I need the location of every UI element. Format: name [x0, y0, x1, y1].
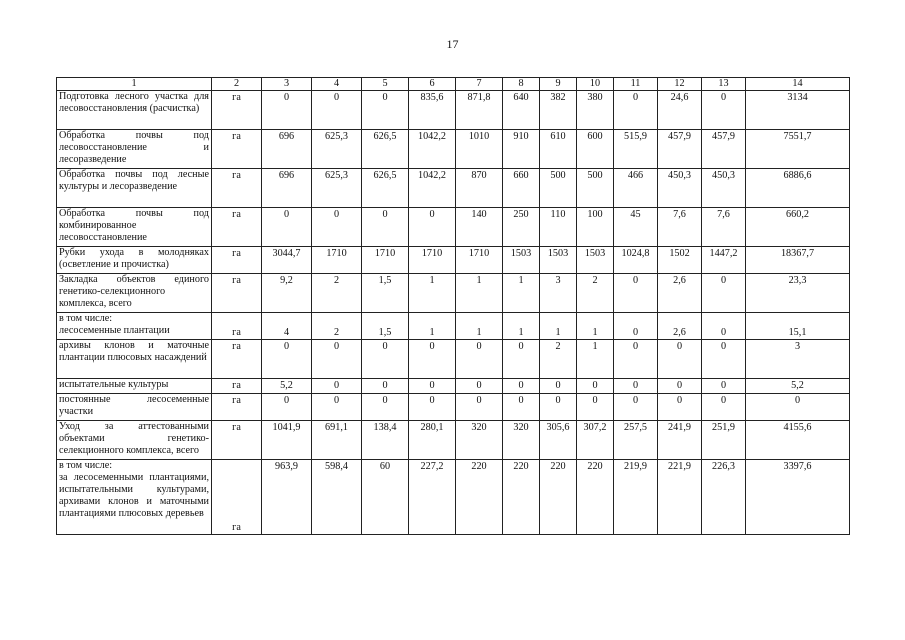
header-cell: 1 [57, 78, 212, 91]
row-label-cell [57, 394, 212, 421]
value-cell: 0 [614, 313, 658, 340]
value-cell: 1710 [409, 247, 456, 274]
value-cell: 3044,7 [262, 247, 312, 274]
value-cell: 1710 [456, 247, 503, 274]
value-cell: 18367,7 [746, 247, 850, 274]
value-cell: 0 [658, 379, 702, 394]
value-cell: 1502 [658, 247, 702, 274]
value-cell: 963,9 [262, 460, 312, 535]
value-cell: 0 [362, 208, 409, 247]
value-cell: 0 [409, 379, 456, 394]
table-row [57, 247, 850, 274]
unit-cell: га [212, 130, 262, 169]
value-cell: 23,3 [746, 274, 850, 313]
header-cell: 14 [746, 78, 850, 91]
value-cell: 0 [262, 340, 312, 379]
table-row [57, 340, 850, 379]
header-cell: 10 [577, 78, 614, 91]
value-cell: 0 [262, 208, 312, 247]
value-cell: 1503 [577, 247, 614, 274]
value-cell: 500 [540, 169, 577, 208]
value-cell: 257,5 [614, 421, 658, 460]
value-cell: 871,8 [456, 91, 503, 130]
unit-cell: га [212, 91, 262, 130]
value-cell: 0 [262, 91, 312, 130]
row-label: Закладка объектов единого генетико-селекционного комплекса, всего [59, 274, 209, 309]
row-label-cell [57, 421, 212, 460]
header-cell: 7 [456, 78, 503, 91]
value-cell: 0 [540, 379, 577, 394]
row-label: испытательные культуры [59, 379, 169, 390]
value-cell: 280,1 [409, 421, 456, 460]
value-cell: 0 [614, 379, 658, 394]
header-cell: 3 [262, 78, 312, 91]
row-label-cell [57, 274, 212, 313]
value-cell: 9,2 [262, 274, 312, 313]
value-cell: 0 [409, 394, 456, 421]
value-cell: 1 [540, 313, 577, 340]
value-cell: 0 [262, 394, 312, 421]
value-cell: 0 [409, 208, 456, 247]
value-cell: 45 [614, 208, 658, 247]
value-cell: 515,9 [614, 130, 658, 169]
row-label-cell [57, 208, 212, 247]
value-cell: 1 [409, 274, 456, 313]
value-cell: 598,4 [312, 460, 362, 535]
unit-cell: га [212, 460, 262, 535]
header-cell: 2 [212, 78, 262, 91]
header-cell: 8 [503, 78, 540, 91]
row-label: за лесосеменными плантациями, испытательными культурами, архивами клонов и маточными плантациями плюсовых деревьев [59, 472, 209, 519]
row-label: Обработка почвы под лесные культуры и лесоразведение [59, 169, 209, 192]
value-cell: 219,9 [614, 460, 658, 535]
value-cell: 3 [540, 274, 577, 313]
value-cell: 870 [456, 169, 503, 208]
value-cell: 0 [577, 394, 614, 421]
page-number: 17 [446, 37, 459, 51]
value-cell: 610 [540, 130, 577, 169]
value-cell: 0 [614, 274, 658, 313]
value-cell: 0 [409, 340, 456, 379]
value-cell: 0 [702, 379, 746, 394]
value-cell: 0 [312, 379, 362, 394]
value-cell: 0 [362, 394, 409, 421]
value-cell: 626,5 [362, 169, 409, 208]
value-cell: 1 [577, 313, 614, 340]
value-cell: 0 [577, 379, 614, 394]
value-cell: 305,6 [540, 421, 577, 460]
value-cell: 140 [456, 208, 503, 247]
table-row [57, 208, 850, 247]
value-cell: 1 [456, 313, 503, 340]
value-cell: 0 [702, 274, 746, 313]
value-cell: 500 [577, 169, 614, 208]
value-cell: 0 [503, 340, 540, 379]
value-cell: 0 [503, 379, 540, 394]
table-row [57, 274, 850, 313]
value-cell: 0 [456, 394, 503, 421]
row-label: постоянные лесосеменные участки [59, 394, 209, 417]
value-cell: 0 [312, 340, 362, 379]
unit-cell: га [212, 421, 262, 460]
value-cell: 110 [540, 208, 577, 247]
value-cell: 626,5 [362, 130, 409, 169]
row-label-cell [57, 460, 212, 535]
value-cell: 3134 [746, 91, 850, 130]
value-cell: 320 [456, 421, 503, 460]
value-cell: 5,2 [262, 379, 312, 394]
table-row [57, 91, 850, 130]
value-cell: 250 [503, 208, 540, 247]
value-cell: 221,9 [658, 460, 702, 535]
value-cell: 138,4 [362, 421, 409, 460]
value-cell: 0 [614, 394, 658, 421]
value-cell: 0 [702, 91, 746, 130]
value-cell: 1042,2 [409, 169, 456, 208]
value-cell: 0 [746, 394, 850, 421]
value-cell: 0 [456, 340, 503, 379]
value-cell: 220 [540, 460, 577, 535]
value-cell: 450,3 [702, 169, 746, 208]
value-cell: 0 [503, 394, 540, 421]
header-row [57, 78, 850, 91]
value-cell: 1042,2 [409, 130, 456, 169]
value-cell: 1,5 [362, 274, 409, 313]
row-label: Обработка почвы под лесовосстановление и лесоразведение [59, 130, 209, 165]
value-cell: 696 [262, 130, 312, 169]
value-cell: 307,2 [577, 421, 614, 460]
value-cell: 0 [658, 394, 702, 421]
row-prefix: в том числе: [59, 313, 113, 324]
value-cell: 0 [362, 91, 409, 130]
value-cell: 2 [577, 274, 614, 313]
row-label: Подготовка лесного участка для лесовосстановления (расчистка) [59, 91, 209, 114]
value-cell: 910 [503, 130, 540, 169]
value-cell: 380 [577, 91, 614, 130]
value-cell: 1 [503, 274, 540, 313]
value-cell: 241,9 [658, 421, 702, 460]
value-cell: 0 [312, 91, 362, 130]
value-cell: 226,3 [702, 460, 746, 535]
header-cell: 5 [362, 78, 409, 91]
value-cell: 640 [503, 91, 540, 130]
row-label: лесосеменные плантации [59, 325, 170, 336]
value-cell: 100 [577, 208, 614, 247]
value-cell: 1710 [362, 247, 409, 274]
value-cell: 15,1 [746, 313, 850, 340]
unit-cell: га [212, 208, 262, 247]
value-cell: 7,6 [702, 208, 746, 247]
row-label-cell [57, 247, 212, 274]
value-cell: 0 [456, 379, 503, 394]
value-cell: 1503 [503, 247, 540, 274]
value-cell: 4155,6 [746, 421, 850, 460]
value-cell: 0 [614, 340, 658, 379]
table-row [57, 169, 850, 208]
unit-cell: га [212, 313, 262, 340]
table-row [57, 130, 850, 169]
value-cell: 1 [577, 340, 614, 379]
row-prefix: в том числе: [59, 460, 113, 471]
unit-cell: га [212, 274, 262, 313]
header-cell: 13 [702, 78, 746, 91]
value-cell: 251,9 [702, 421, 746, 460]
unit-cell: га [212, 340, 262, 379]
value-cell: 1010 [456, 130, 503, 169]
value-cell: 382 [540, 91, 577, 130]
value-cell: 0 [702, 313, 746, 340]
table-row [57, 394, 850, 421]
value-cell: 320 [503, 421, 540, 460]
table-row [57, 421, 850, 460]
table-row [57, 460, 850, 535]
row-label-cell [57, 340, 212, 379]
row-label-cell [57, 313, 212, 340]
value-cell: 696 [262, 169, 312, 208]
row-label: архивы клонов и маточные плантации плюсовых насаждений [59, 340, 209, 363]
unit-cell: га [212, 247, 262, 274]
value-cell: 625,3 [312, 130, 362, 169]
value-cell: 0 [614, 91, 658, 130]
header-cell: 11 [614, 78, 658, 91]
row-label-cell [57, 379, 212, 394]
value-cell: 1447,2 [702, 247, 746, 274]
value-cell: 0 [658, 340, 702, 379]
value-cell: 220 [503, 460, 540, 535]
value-cell: 1 [503, 313, 540, 340]
value-cell: 1710 [312, 247, 362, 274]
value-cell: 4 [262, 313, 312, 340]
value-cell: 2,6 [658, 313, 702, 340]
forestry-table [56, 77, 850, 535]
value-cell: 0 [702, 394, 746, 421]
value-cell: 227,2 [409, 460, 456, 535]
row-label: Уход за аттестованными объектами генетико-селекционного комплекса, всего [59, 421, 209, 456]
value-cell: 220 [456, 460, 503, 535]
unit-cell: га [212, 379, 262, 394]
value-cell: 1041,9 [262, 421, 312, 460]
value-cell: 1503 [540, 247, 577, 274]
value-cell: 3397,6 [746, 460, 850, 535]
header-cell: 12 [658, 78, 702, 91]
value-cell: 1 [456, 274, 503, 313]
table-row [57, 379, 850, 394]
value-cell: 6886,6 [746, 169, 850, 208]
value-cell: 24,6 [658, 91, 702, 130]
row-label: Рубки ухода в молодняках (осветление и прочистка) [59, 247, 209, 270]
value-cell: 457,9 [702, 130, 746, 169]
value-cell: 2,6 [658, 274, 702, 313]
value-cell: 600 [577, 130, 614, 169]
value-cell: 0 [312, 394, 362, 421]
value-cell: 60 [362, 460, 409, 535]
row-label: Обработка почвы под комбинированное лесовосстановление [59, 208, 209, 243]
value-cell: 1,5 [362, 313, 409, 340]
value-cell: 0 [702, 340, 746, 379]
unit-cell: га [212, 169, 262, 208]
value-cell: 466 [614, 169, 658, 208]
value-cell: 660 [503, 169, 540, 208]
unit-cell: га [212, 394, 262, 421]
value-cell: 457,9 [658, 130, 702, 169]
header-cell: 9 [540, 78, 577, 91]
row-label-cell [57, 130, 212, 169]
value-cell: 220 [577, 460, 614, 535]
value-cell: 7551,7 [746, 130, 850, 169]
value-cell: 7,6 [658, 208, 702, 247]
value-cell: 2 [312, 313, 362, 340]
value-cell: 0 [362, 340, 409, 379]
value-cell: 0 [362, 379, 409, 394]
value-cell: 450,3 [658, 169, 702, 208]
value-cell: 1 [409, 313, 456, 340]
table-row [57, 313, 850, 340]
value-cell: 2 [540, 340, 577, 379]
value-cell: 5,2 [746, 379, 850, 394]
header-cell: 4 [312, 78, 362, 91]
row-label-cell [57, 91, 212, 130]
row-label-cell [57, 169, 212, 208]
value-cell: 0 [540, 394, 577, 421]
value-cell: 835,6 [409, 91, 456, 130]
value-cell: 691,1 [312, 421, 362, 460]
value-cell: 3 [746, 340, 850, 379]
value-cell: 0 [312, 208, 362, 247]
value-cell: 1024,8 [614, 247, 658, 274]
header-cell: 6 [409, 78, 456, 91]
value-cell: 2 [312, 274, 362, 313]
value-cell: 625,3 [312, 169, 362, 208]
value-cell: 660,2 [746, 208, 850, 247]
